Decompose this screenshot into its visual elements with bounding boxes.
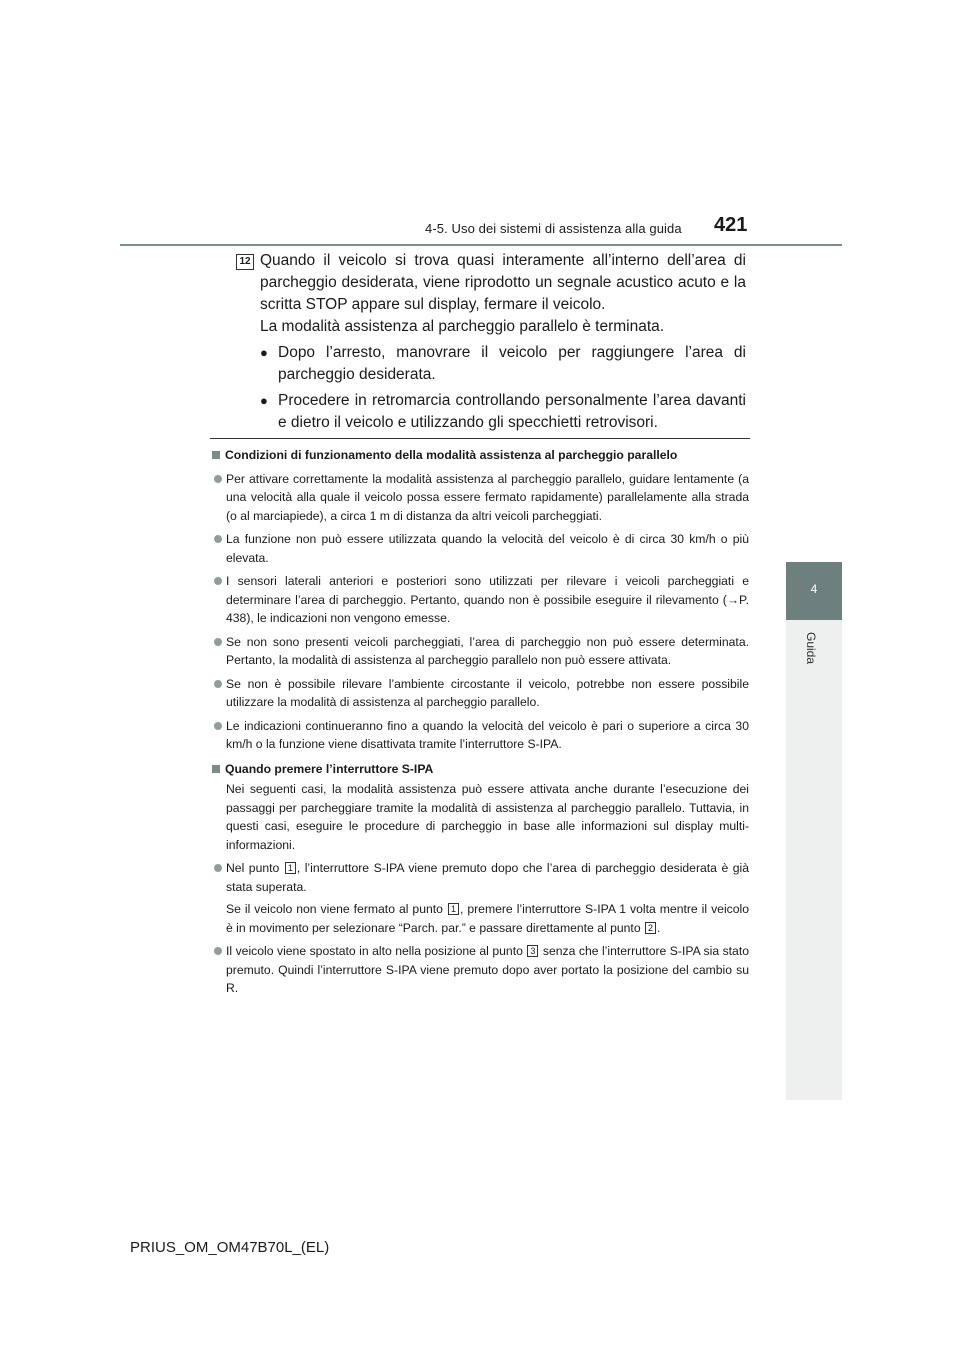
step-text [260, 250, 746, 338]
note-text: . [657, 920, 661, 935]
step-12 [236, 250, 746, 434]
chapter-tab-number: 4 [786, 562, 842, 620]
step-bullet: ● Procedere in retromarcia controllando personalmente l’area davanti e dietro il veicolo e utilizzando gli specchietti retrovisori. [260, 390, 746, 434]
step-ref-box: 1 [285, 862, 296, 874]
note-item: Le indicazioni continueranno fino a quando la velocità del veicolo è pari o superiore a circa 30 km/h o la funzione viene disattivata tramite l’interruttore S-IPA. [212, 717, 749, 754]
note-item [212, 942, 749, 998]
section-title: 4-5. Uso dei sistemi di assistenza alla guida [425, 221, 682, 236]
note-text: , l’interruttore S-IPA viene premuto dopo che l’area di parcheggio desiderata è già stata superata. [226, 861, 750, 894]
notes-heading: Condizioni di funzionamento della modalità assistenza al parcheggio parallelo [212, 446, 749, 465]
note-text: Se il veicolo non viene fermato al punto [226, 902, 443, 916]
note-text: Nel punto [226, 861, 280, 875]
chapter-tab-label: Guida [804, 632, 818, 665]
note-item: I sensori laterali anteriori e posteriori sono utilizzati per rilevare i veicoli parcheggiati e determinare l’area di parcheggio. Pertanto, quando non è possibile eseguire il rilevamento (→P. 438), le indicazioni non vengono emesse. [212, 572, 749, 628]
note-subtext [212, 900, 749, 937]
step-instruction: Quando il veicolo si trova quasi interamente all’interno dell’area di parcheggio desiderata, viene riprodotto un segnale acustico acuto e la scritta STOP appare sul display, fermare il veicolo. [260, 252, 746, 313]
note-item: Se non sono presenti veicoli parcheggiati, l’area di parcheggio non può essere determinata. Pertanto, la modalità di assistenza al parcheggio parallelo non può essere attivata. [212, 633, 749, 670]
notes-heading: Quando premere l’interruttore S-IPA [212, 760, 749, 779]
note-item [212, 859, 749, 896]
chapter-tab [786, 620, 842, 1100]
document-code: PRIUS_OM_OM47B70L_(EL) [130, 1239, 330, 1256]
notes-block [212, 446, 749, 998]
note-item: Per attivare correttamente la modalità assistenza al parcheggio parallelo, guidare lentamente (a una velocità alla quale il veicolo possa essere fermato rapidamente) parallelamente alla strada (o al marciapiede), a circa 1 m di distanza da altri veicoli parcheggiati. [212, 470, 749, 526]
step-bullet: ● Dopo l’arresto, manovrare il veicolo per raggiungere l’area di parcheggio desiderata. [260, 342, 746, 386]
notes-divider [210, 438, 750, 439]
step-ref-box: 3 [527, 945, 538, 957]
note-item: Se non è possibile rilevare l’ambiente circostante il veicolo, potrebbe non essere possibile utilizzare la modalità di assistenza al parcheggio parallelo. [212, 675, 749, 712]
note-text: , premere l’interruttore S-IPA 1 volta mentre il veicolo è in movimento per selezionare “Parch. par.” e passare direttamente al punto [226, 902, 750, 935]
step-ref-box: 1 [448, 903, 459, 915]
step-ref-box: 2 [645, 922, 656, 934]
step-result: La modalità assistenza al parcheggio parallelo è terminata. [260, 318, 665, 335]
note-text: senza che l’interruttore S-IPA sia stato premuto. Quindi l’interruttore S-IPA viene premuto dopo aver portato la posizione del cambio su R. [226, 944, 750, 995]
note-text: Il veicolo viene spostato in alto nella posizione al punto [226, 944, 523, 958]
header-divider [120, 244, 842, 246]
notes-intro: Nei seguenti casi, la modalità assistenza può essere attivata anche durante l’esecuzione dei passaggi per parcheggiare tramite la modalità di assistenza al parcheggio parallelo. Tuttavia, in questi casi, eseguire le procedure di parcheggio in base alle informazioni sul display multi-informazioni. [226, 782, 749, 852]
page-number: 421 [714, 214, 748, 236]
step-number-badge: 12 [236, 254, 254, 270]
note-item: La funzione non può essere utilizzata quando la velocità del veicolo è di circa 30 km/h o più elevata. [212, 530, 749, 567]
